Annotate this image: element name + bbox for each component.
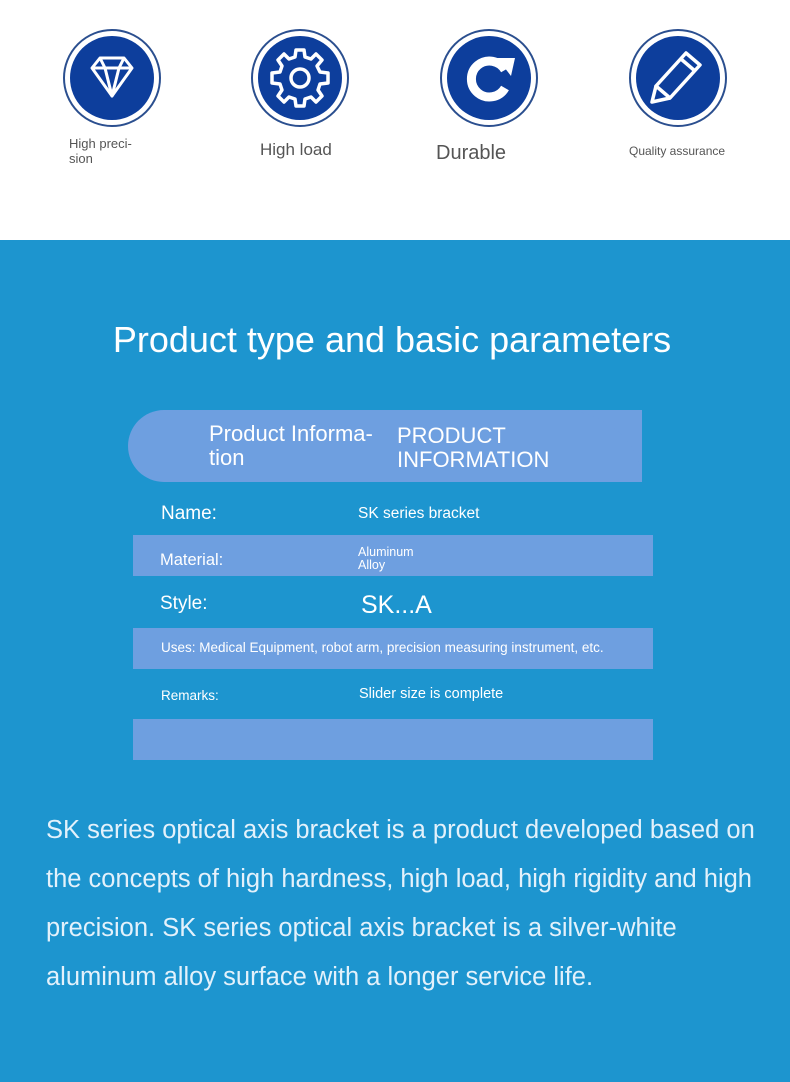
feature-label: High load [260, 140, 332, 159]
pencil-icon [628, 28, 728, 128]
row-label-material: Material: [160, 551, 224, 569]
row-label-remarks: Remarks: [161, 688, 219, 703]
feature-high-precision [62, 28, 222, 228]
refresh-icon [439, 28, 539, 128]
gear-icon [250, 28, 350, 128]
row-label-style: Style: [160, 593, 208, 614]
row-value-name: SK series bracket [358, 505, 480, 522]
info-header-right: PRODUCT INFORMATION [397, 423, 550, 472]
row-label-name: Name: [161, 503, 217, 524]
row-label-uses: Uses: Medical Equipment, robot arm, precision measuring instrument, etc. [161, 640, 604, 655]
feature-label: Quality assurance [629, 144, 726, 158]
row-value-remarks: Slider size is complete [359, 686, 504, 702]
row-empty-bg [133, 719, 653, 760]
info-header-left: Product Informa- tion [209, 421, 373, 470]
feature-label: Durable [436, 142, 507, 164]
feature-durable [436, 28, 599, 228]
row-value-style: SK...A [361, 591, 432, 619]
section-title: Product type and basic parameters [112, 319, 672, 360]
product-description: SK series optical axis bracket is a product developed based on the concepts of high hardness, high load, high rigidity and high precision. SK series optical axis bracket is a silver-white aluminum alloy surface with a longer service life. [46, 816, 755, 991]
diamond-icon [62, 28, 162, 128]
feature-high-load [250, 28, 410, 228]
feature-label: High preci- sion [69, 136, 132, 166]
feature-quality-assurance [628, 28, 788, 228]
row-value-material: Aluminum Alloy [358, 545, 414, 572]
features-section [0, 0, 790, 240]
